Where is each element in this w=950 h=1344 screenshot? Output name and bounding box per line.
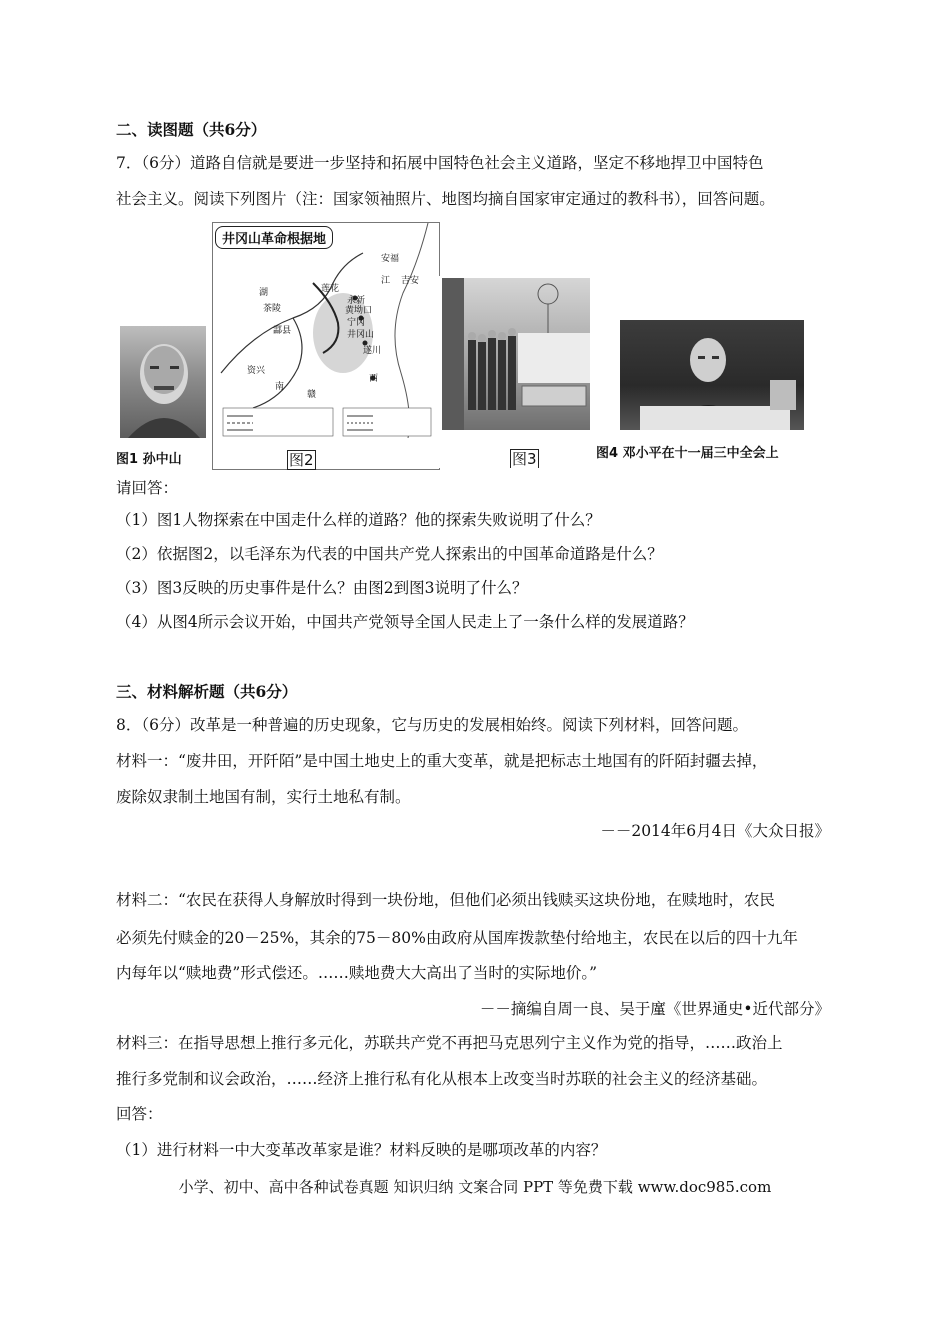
figure-4-caption: 图4 邓小平在十一届三中全会上	[596, 446, 779, 461]
question-7-2: （2）依据图2，以毛泽东为代表的中国共产党人探索出的中国革命道路是什么？	[116, 545, 663, 563]
figure-1	[116, 326, 212, 468]
section-3-title: 三、材料解析题（共6分）	[116, 682, 298, 701]
map-place-suichuan: 遂川	[363, 346, 382, 356]
footer-text: 小学、初中、高中各种试卷真题 知识归纳 文案合同 PPT 等免费下载 www.doc985.com	[178, 1178, 772, 1196]
map-place-lianhua: 莲花	[321, 284, 340, 294]
figure-3-caption: 图3	[512, 450, 537, 468]
material-2-line-2: 必须先付赎金的20－25%，其余的75－80%由政府从国库拨款垫付给地主，农民在以后的四十九年	[116, 929, 798, 947]
sun-yat-sen-portrait	[120, 326, 206, 438]
map-place-yongxin: 永新	[347, 296, 366, 306]
figure-2-map	[212, 222, 440, 470]
map-place-ninggang: 宁冈	[347, 318, 366, 328]
map-title: 井冈山革命根据地	[215, 226, 333, 249]
question-8-1: （1）进行材料一中大变革改革家是谁？材料反映的是哪项改革的内容？	[116, 1141, 607, 1159]
question-7-line-1: 7．（6分）道路自信就是要进一步坚持和拓展中国特色社会主义道路，坚定不移地捍卫中国特色	[116, 154, 764, 172]
question-7-4: （4）从图4所示会议开始，中国共产党领导全国人民走上了一条什么样的发展道路？	[116, 613, 694, 631]
material-3-line-2: 推行多党制和议会政治，……经济上推行私有化从根本上改变当时苏联的社会主义的经济基础。	[116, 1070, 768, 1088]
material-1-line-2: 废除奴隶制土地国有制，实行土地私有制。	[116, 788, 411, 806]
question-7-line-2: 社会主义。阅读下列图片（注：国家领袖照片、地图均摘自国家审定通过的教科书），回答问题。	[116, 190, 775, 208]
figure-4	[594, 318, 808, 468]
question-7-1: （1）图1人物探索在中国走什么样的道路？他的探索失败说明了什么？	[116, 511, 601, 529]
map-place-chaling: 茶陵	[263, 304, 282, 314]
map-place-hu: 湖	[259, 288, 269, 298]
map-place-nan: 南	[275, 382, 285, 392]
map-place-lingxian: 酃县	[273, 326, 292, 336]
deng-xiaoping-photo	[620, 320, 804, 430]
map-place-huangaokou: 黄坳口	[345, 306, 373, 316]
map-place-jinggangshan: 井冈山	[347, 330, 375, 340]
figure-2-caption: 图2	[289, 451, 314, 469]
section-2-title: 二、读图题（共6分）	[116, 120, 267, 139]
answer-prompt: 请回答：	[116, 479, 179, 497]
map-place-jiang: 江	[381, 276, 391, 286]
material-1-line-1: 材料一：“废井田，开阡陌”是中国土地史上的重大变革，就是把标志土地国有的阡陌封疆去掉，	[116, 752, 768, 770]
map-place-gan: 赣	[307, 390, 317, 400]
material-2-line-3: 内每年以“赎地费”形式偿还。……赎地费大大高出了当时的实际地价。”	[116, 964, 598, 982]
map-place-anfu: 安福	[381, 254, 400, 264]
material-2-line-1: 材料二：“农民在获得人身解放时得到一块份地，但他们必须出钱赎买这块份地，在赎地时，农民	[116, 891, 775, 909]
question-8-line: 8．（6分）改革是一种普遍的历史现象，它与历史的发展相始终。阅读下列材料，回答问题。	[116, 716, 748, 734]
material-2-source: －－摘编自周一良、吴于廑《世界通史•近代部分》	[479, 1000, 830, 1018]
figure-3	[438, 276, 594, 468]
material-1-source: －－2014年6月4日《大众日报》	[600, 822, 830, 840]
map-place-xi: 西	[369, 374, 379, 384]
material-3-line-1: 材料三：在指导思想上推行多元化，苏联共产党不再把马克思列宁主义作为党的指导，……政治上	[116, 1034, 783, 1052]
question-7-3: （3）图3反映的历史事件是什么？由图2到图3说明了什么？	[116, 579, 528, 597]
figure-1-caption: 图1 孙中山	[116, 452, 182, 467]
founding-ceremony-photo	[442, 278, 590, 430]
answer-prompt-2: 回答：	[116, 1105, 163, 1123]
map-place-jian: 吉安	[401, 276, 420, 286]
map-place-zixing: 资兴	[247, 366, 266, 376]
